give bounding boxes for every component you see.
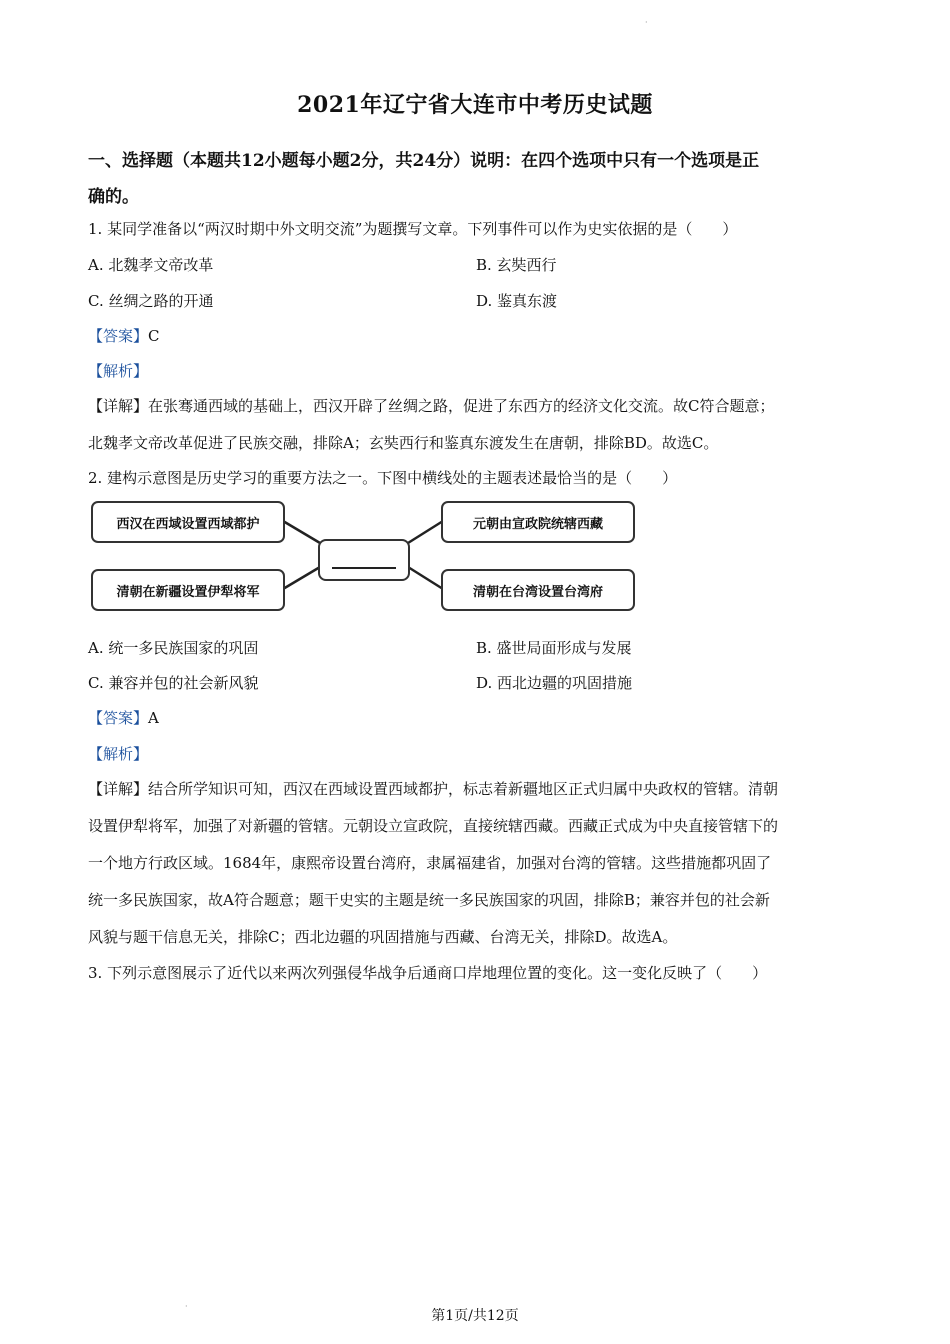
q1-analysis-tag: 【解析】	[88, 362, 149, 380]
q2-detail-line-4: 统一多民族国家，故A符合题意；题干史实的主题是统一多民族国家的巩固，排除B；兼容并包的社会新	[88, 891, 770, 909]
q2-detail-text: 结合所学知识可知，西汉在西域设置西域都护，标志着新疆地区正式归属中央政权的管辖。清朝	[148, 780, 779, 798]
section-heading-cont: 确的。	[88, 187, 139, 207]
page-title: 2021年辽宁省大连市中考历史试题	[297, 92, 653, 118]
diagram-box-bottom-left: 清朝在新疆设置伊犁将军	[91, 569, 285, 611]
q2-option-c: C. 兼容并包的社会新风貌	[88, 674, 259, 692]
q1-detail-line-2: 北魏孝文帝改革促进了民族交融，排除A；玄奘西行和鉴真东渡发生在唐朝，排除BD。故选C。	[88, 434, 719, 452]
section-heading: 一、选择题（本题共12小题每小题2分，共24分）说明：在四个选项中只有一个选项是正	[88, 151, 760, 171]
diagram-center-blank-box	[318, 539, 410, 581]
q2-option-d: D. 西北边疆的巩固措施	[476, 674, 633, 692]
q1-stem: 1. 某同学准备以“两汉时期中外文明交流”为题撰写文章。下列事件可以作为史实依据的是（ ）	[88, 220, 738, 238]
blank-answer-line	[332, 567, 396, 569]
q2-option-b: B. 盛世局面形成与发展	[476, 639, 632, 657]
q1-option-c: C. 丝绸之路的开通	[88, 292, 214, 310]
detail-tag: 【详解】	[88, 397, 149, 415]
q2-answer-line	[88, 707, 159, 728]
q2-detail-line-1	[88, 778, 778, 799]
answer-tag: 【答案】	[88, 709, 149, 727]
q2-detail-line-3: 一个地方行政区域。1684年，康熙帝设置台湾府，隶属福建省，加强对台湾的管辖。这些措施都巩固了	[88, 854, 772, 872]
q1-answer-line	[88, 325, 160, 346]
q1-detail-text: 在张骞通西域的基础上，西汉开辟了丝绸之路，促进了东西方的经济文化交流。故C符合题意；	[148, 397, 775, 415]
decorative-dot: ·	[185, 1302, 188, 1311]
q1-option-b: B. 玄奘西行	[476, 256, 557, 274]
answer-tag: 【答案】	[88, 327, 149, 345]
q2-answer: A	[148, 709, 159, 727]
page-footer: 第1页/共12页	[431, 1308, 519, 1324]
q1-option-a: A. 北魏孝文帝改革	[88, 256, 214, 274]
q2-stem: 2. 建构示意图是历史学习的重要方法之一。下图中横线处的主题表述最恰当的是（ ）	[88, 469, 678, 487]
diagram-box-top-right: 元朝由宣政院统辖西藏	[441, 501, 635, 543]
q3-stem: 3. 下列示意图展示了近代以来两次列强侵华战争后通商口岸地理位置的变化。这一变化反映了（ ）	[88, 964, 768, 982]
q1-detail-line-1	[88, 395, 775, 416]
q2-concept-diagram	[88, 497, 648, 615]
q1-option-d: D. 鉴真东渡	[476, 292, 558, 310]
q2-option-a: A. 统一多民族国家的巩固	[88, 639, 259, 657]
q2-detail-line-2: 设置伊犁将军，加强了对新疆的管辖。元朝设立宣政院，直接统辖西藏。西藏正式成为中央直接管辖下的	[88, 817, 779, 835]
decorative-dot: ·	[645, 18, 648, 27]
q2-analysis-tag: 【解析】	[88, 745, 149, 763]
q1-answer: C	[148, 327, 160, 345]
diagram-box-bottom-right: 清朝在台湾设置台湾府	[441, 569, 635, 611]
diagram-box-top-left: 西汉在西域设置西域都护	[91, 501, 285, 543]
detail-tag: 【详解】	[88, 780, 149, 798]
q2-detail-line-5: 风貌与题干信息无关，排除C；西北边疆的巩固措施与西藏、台湾无关，排除D。故选A。	[88, 928, 678, 946]
